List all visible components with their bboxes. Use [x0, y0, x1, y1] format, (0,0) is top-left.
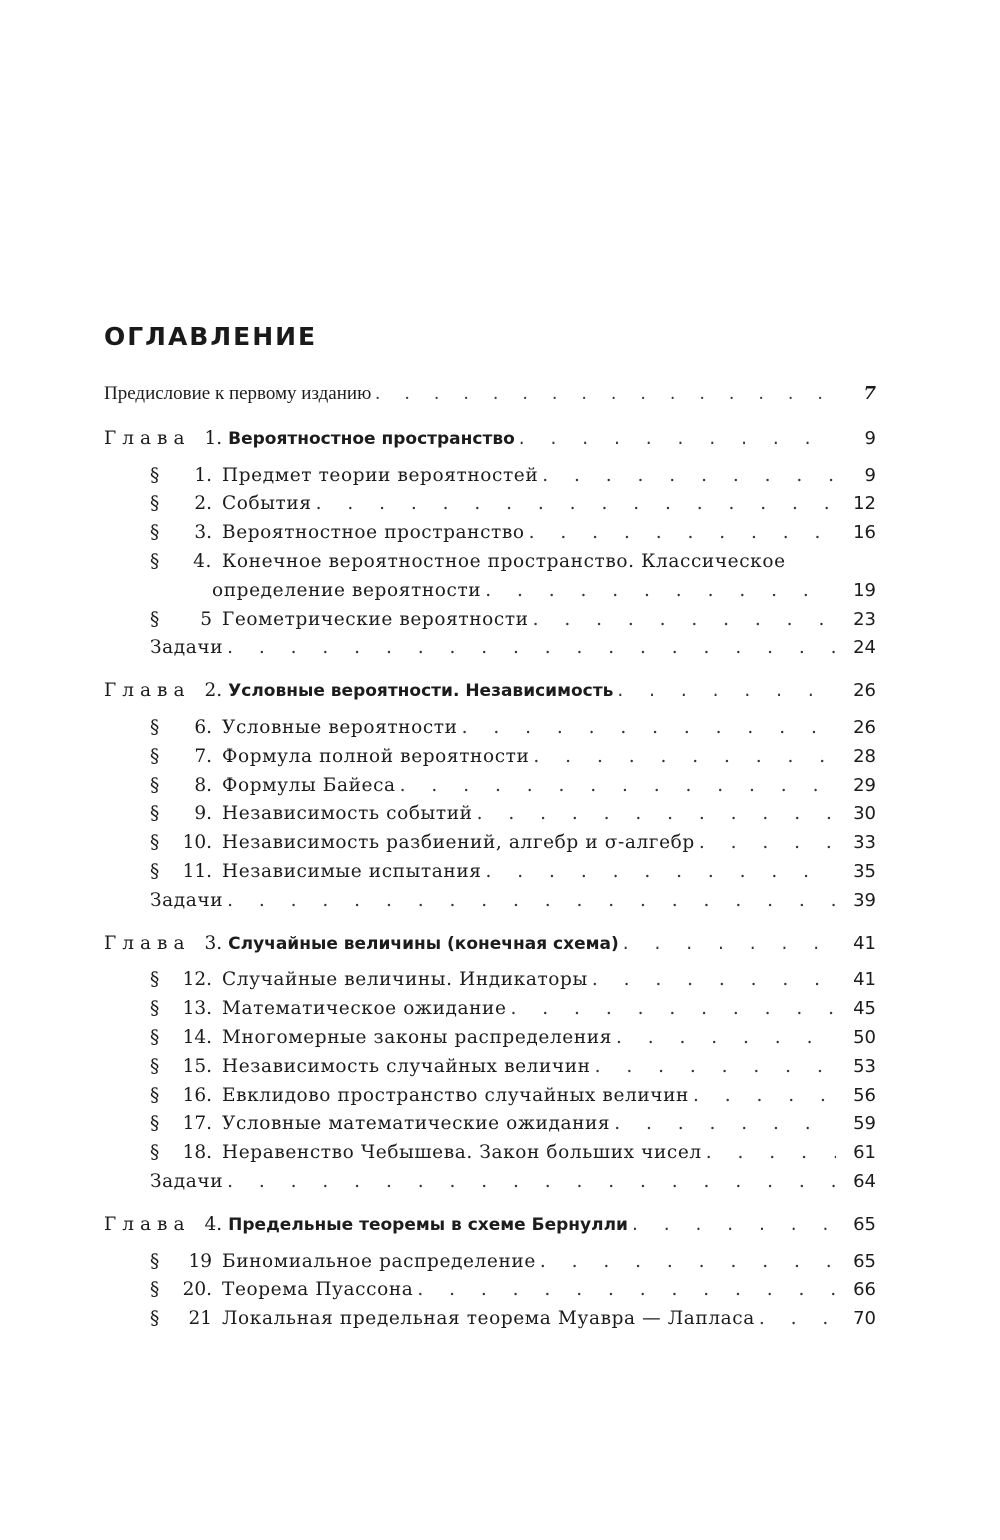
- tasks-page: 24: [853, 637, 876, 659]
- section-symbol: §: [150, 1084, 160, 1106]
- dot-leader: [485, 577, 836, 606]
- chapter-page: 26: [853, 680, 876, 702]
- section-title: Предмет теории вероятностей: [222, 464, 539, 486]
- section-page: 9: [864, 464, 876, 486]
- chapter-number: 2.: [204, 680, 223, 702]
- section-number: 13.: [182, 998, 212, 1020]
- section-number: 18.: [182, 1142, 212, 1164]
- chapter-title: Вероятностное пространство: [228, 428, 515, 449]
- chapter-4-heading: [104, 1211, 876, 1240]
- dot-leader: [759, 1305, 836, 1334]
- section-page: 29: [853, 774, 876, 796]
- section-number: 15.: [182, 1055, 212, 1077]
- dot-leader: [519, 425, 836, 454]
- section-number: 16.: [182, 1084, 212, 1106]
- dot-leader: [316, 490, 836, 519]
- section-entry: [104, 1082, 876, 1111]
- section-entry: [104, 1110, 876, 1139]
- section-number: 10.: [182, 832, 212, 854]
- chapter-title: Случайные величины (конечная схема): [228, 933, 619, 954]
- dot-leader: [511, 995, 836, 1024]
- section-page: 53: [853, 1055, 876, 1077]
- section-entry: [104, 1139, 876, 1168]
- dot-leader: [616, 1024, 836, 1053]
- section-entry: [104, 1305, 876, 1334]
- section-number: 17.: [182, 1113, 212, 1135]
- section-page: 45: [853, 998, 876, 1020]
- section-page: 28: [853, 745, 876, 767]
- section-number: 4.: [193, 550, 212, 572]
- section-number: 5: [200, 608, 212, 630]
- dot-leader: [614, 1110, 836, 1139]
- chapter-number: 3.: [204, 932, 223, 954]
- page-title: ОГЛАВЛЕНИЕ: [104, 322, 318, 351]
- section-number: 6.: [194, 716, 212, 738]
- section-title: События: [222, 493, 312, 515]
- section-entry: [104, 829, 876, 858]
- section-page: 66: [853, 1279, 876, 1301]
- chapter-page: 9: [864, 427, 876, 449]
- section-page: 30: [853, 803, 876, 825]
- section-number: 8.: [194, 774, 212, 796]
- section-symbol: §: [150, 969, 160, 991]
- section-symbol: §: [150, 522, 160, 544]
- dot-leader: [540, 1248, 836, 1277]
- section-title-continued: определение вероятности: [212, 579, 482, 601]
- section-entry: [104, 462, 876, 491]
- section-title: Геометрические вероятности: [222, 608, 529, 630]
- section-title: Независимость разбиений, алгебр и σ-алгебр: [222, 832, 695, 854]
- tasks-entry: [104, 887, 876, 916]
- section-title: Независимость случайных величин: [222, 1055, 591, 1077]
- chapter-label: Глава: [104, 427, 191, 449]
- section-title: Условные вероятности: [222, 716, 458, 738]
- dot-leader: [400, 772, 836, 801]
- dot-leader: [706, 1139, 836, 1168]
- preface-title: Предисловие к первому изданию: [104, 383, 372, 404]
- section-number: 19: [188, 1250, 212, 1272]
- section-number: 9.: [194, 803, 212, 825]
- dot-leader: [486, 858, 836, 887]
- table-of-contents: [104, 380, 876, 1334]
- preface-page: 7: [863, 383, 876, 404]
- chapter-number: 4.: [204, 1213, 223, 1235]
- section-entry: [104, 1248, 876, 1277]
- dot-leader: [542, 462, 836, 491]
- section-symbol: §: [150, 1250, 160, 1272]
- section-title: Конечное вероятностное пространство. Классическое: [222, 550, 786, 572]
- section-number: 7.: [194, 745, 212, 767]
- dot-leader: [595, 1053, 836, 1082]
- tasks-entry: [104, 1168, 876, 1197]
- section-title: Случайные величины. Индикаторы: [222, 969, 588, 991]
- section-symbol: §: [150, 550, 160, 572]
- chapter-1-heading: [104, 425, 876, 454]
- dot-leader: [227, 887, 836, 916]
- section-entry: [104, 858, 876, 887]
- dot-leader: [592, 966, 836, 995]
- section-entry: [104, 1053, 876, 1082]
- section-title: Многомерные законы распределения: [222, 1026, 612, 1048]
- section-page: 61: [853, 1142, 876, 1164]
- section-title: Биномиальное распределение: [222, 1250, 536, 1272]
- section-title: Условные математические ожидания: [222, 1113, 611, 1135]
- chapter-label: Глава: [104, 680, 191, 702]
- dot-leader: [227, 634, 836, 663]
- chapter-2-heading: [104, 677, 876, 706]
- dot-leader: [623, 930, 836, 959]
- section-entry: [104, 800, 876, 829]
- section-page: 23: [853, 608, 876, 630]
- section-page: 19: [853, 579, 876, 601]
- dot-leader: [617, 677, 836, 706]
- section-number: 12.: [182, 969, 212, 991]
- section-number: 11.: [182, 860, 212, 882]
- section-symbol: §: [150, 745, 160, 767]
- chapter-number: 1.: [204, 427, 223, 449]
- tasks-entry: [104, 634, 876, 663]
- section-symbol: §: [150, 716, 160, 738]
- chapter-label: Глава: [104, 932, 191, 954]
- section-page: 50: [853, 1026, 876, 1048]
- section-number: 2.: [194, 493, 212, 515]
- section-title: Вероятностное пространство: [222, 522, 525, 544]
- section-title: Евклидово пространство случайных величин: [222, 1084, 689, 1106]
- section-entry-multiline: [104, 548, 876, 606]
- section-symbol: §: [150, 832, 160, 854]
- tasks-page: 39: [853, 889, 876, 911]
- section-number: 1.: [194, 464, 212, 486]
- section-symbol: §: [150, 774, 160, 796]
- section-symbol: §: [150, 998, 160, 1020]
- section-title: Независимость событий: [222, 803, 473, 825]
- toc-preface: [104, 380, 876, 409]
- section-entry: [104, 966, 876, 995]
- section-title: Формула полной вероятности: [222, 745, 530, 767]
- dot-leader: [533, 606, 836, 635]
- section-page: 16: [853, 522, 876, 544]
- section-title: Независимые испытания: [222, 860, 482, 882]
- section-entry: [104, 490, 876, 519]
- section-entry: [104, 743, 876, 772]
- section-symbol: §: [150, 1142, 160, 1164]
- dot-leader: [375, 380, 836, 409]
- tasks-title: Задачи: [150, 889, 224, 911]
- section-title: Теорема Пуассона: [222, 1279, 414, 1301]
- section-entry: [104, 772, 876, 801]
- section-entry: [104, 519, 876, 548]
- section-title: Локальная предельная теорема Муавра — Лапласа: [222, 1308, 755, 1330]
- dot-leader: [477, 800, 836, 829]
- section-page: 26: [853, 716, 876, 738]
- section-entry: [104, 606, 876, 635]
- section-number: 3.: [194, 522, 212, 544]
- dot-leader: [529, 519, 836, 548]
- chapter-label: Глава: [104, 1213, 191, 1235]
- section-title: Математическое ожидание: [222, 998, 507, 1020]
- section-number: 20.: [182, 1279, 212, 1301]
- section-number: 21: [188, 1308, 212, 1330]
- dot-leader: [632, 1211, 836, 1240]
- section-entry: [104, 1024, 876, 1053]
- dot-leader: [533, 743, 836, 772]
- section-title: Формулы Байеса: [222, 774, 396, 796]
- section-page: 65: [853, 1250, 876, 1272]
- section-symbol: §: [150, 1113, 160, 1135]
- section-entry: [104, 995, 876, 1024]
- section-page: 56: [853, 1084, 876, 1106]
- section-symbol: §: [150, 608, 160, 630]
- section-symbol: §: [150, 1279, 160, 1301]
- section-symbol: §: [150, 1308, 160, 1330]
- dot-leader: [462, 714, 836, 743]
- dot-leader: [699, 829, 836, 858]
- section-page: 35: [853, 860, 876, 882]
- section-symbol: §: [150, 1026, 160, 1048]
- tasks-title: Задачи: [150, 1170, 224, 1192]
- section-page: 33: [853, 832, 876, 854]
- section-entry: [104, 1276, 876, 1305]
- section-symbol: §: [150, 803, 160, 825]
- chapter-page: 65: [853, 1213, 876, 1235]
- section-symbol: §: [150, 493, 160, 515]
- section-page: 70: [853, 1308, 876, 1330]
- section-page: 41: [853, 969, 876, 991]
- chapter-3-heading: [104, 930, 876, 959]
- tasks-page: 64: [853, 1170, 876, 1192]
- section-title: Неравенство Чебышева. Закон больших чисел: [222, 1142, 702, 1164]
- section-symbol: §: [150, 1055, 160, 1077]
- tasks-title: Задачи: [150, 637, 224, 659]
- section-entry: [104, 714, 876, 743]
- section-page: 12: [853, 493, 876, 515]
- chapter-title: Предельные теоремы в схеме Бернулли: [228, 1214, 628, 1235]
- section-symbol: §: [150, 860, 160, 882]
- section-page: 59: [853, 1113, 876, 1135]
- dot-leader: [417, 1276, 836, 1305]
- dot-leader: [227, 1168, 836, 1197]
- section-number: 14.: [182, 1026, 212, 1048]
- chapter-page: 41: [853, 932, 876, 954]
- section-symbol: §: [150, 464, 160, 486]
- chapter-title: Условные вероятности. Независимость: [228, 681, 614, 702]
- dot-leader: [693, 1082, 836, 1111]
